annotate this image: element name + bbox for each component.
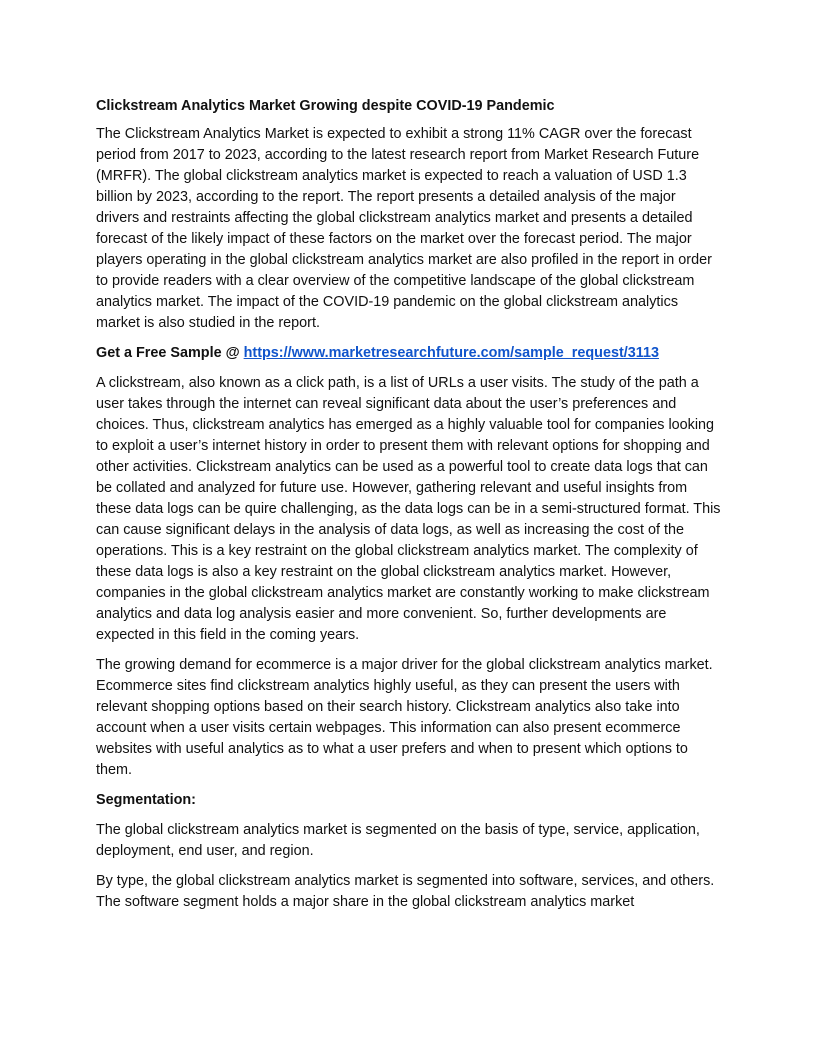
segmentation-by-type-paragraph: By type, the global clickstream analytics market is segmented into software, services, and others. The software segment holds a major share in the global clickstream analytics market <box>96 873 715 910</box>
segmentation-overview-paragraph: The global clickstream analytics market is segmented on the basis of type, service, application, deployment, end user, and region. <box>96 822 700 859</box>
clickstream-definition-paragraph: A clickstream, also known as a click path, is a list of URLs a user visits. The study of the path a user takes through the internet can reveal significant data about the user’s preferences and choices. Thus, clickstream analytics has emerged as a highly valuable tool for companies looking to exploit a user’s internet history in order to present them with relevant options for shopping and other activities. Clickstream analytics can be used as a powerful tool to create data logs that can be collated and analyzed for future use. However, gathering relevant and useful insights from these data logs can be quire challenging, as the data logs can be in a semi-structured format. This can cause significant delays in the analysis of data logs, as well as increasing the cost of the operations. This is a key restraint on the global clickstream analytics market. The complexity of these data logs is also a key restraint on the global clickstream analytics market. However, companies in the global clickstream analytics market are constantly working to make clickstream analytics and data log analysis easier and more convenient. So, further developments are expected in this field in the coming years. <box>96 375 721 643</box>
document-page <box>96 96 721 922</box>
sample-request-link[interactable]: https://www.marketresearchfuture.com/sample_request/3113 <box>243 345 659 361</box>
intro-paragraph: The Clickstream Analytics Market is expected to exhibit a strong 11% CAGR over the forecast period from 2017 to 2023, according to the latest research report from Market Research Future (MRFR). The global clickstream analytics market is expected to reach a valuation of USD 1.3 billion by 2023, according to the report. The report presents a detailed analysis of the major drivers and restraints affecting the global clickstream analytics market and presents a detailed forecast of the likely impact of these factors on the market over the forecast period. The major players operating in the global clickstream analytics market are also profiled in the report in order to provide readers with a clear overview of the competitive landscape of the global clickstream analytics market. The impact of the COVID-19 pandemic on the global clickstream analytics market is also studied in the report. <box>96 126 712 331</box>
sample-request-line <box>96 343 721 364</box>
ecommerce-driver-paragraph: The growing demand for ecommerce is a major driver for the global clickstream analytics market. Ecommerce sites find clickstream analytics highly useful, as they can present the users with relevant shopping options based on their search history. Clickstream analytics also take into account when a user visits certain webpages. This information can also present ecommerce websites with useful analytics as to what a user prefers and when to present which options to them. <box>96 657 713 778</box>
sample-request-label: Get a Free Sample @ <box>96 345 244 361</box>
segmentation-heading: Segmentation: <box>96 792 196 808</box>
document-title: Clickstream Analytics Market Growing despite COVID-19 Pandemic <box>96 98 555 114</box>
